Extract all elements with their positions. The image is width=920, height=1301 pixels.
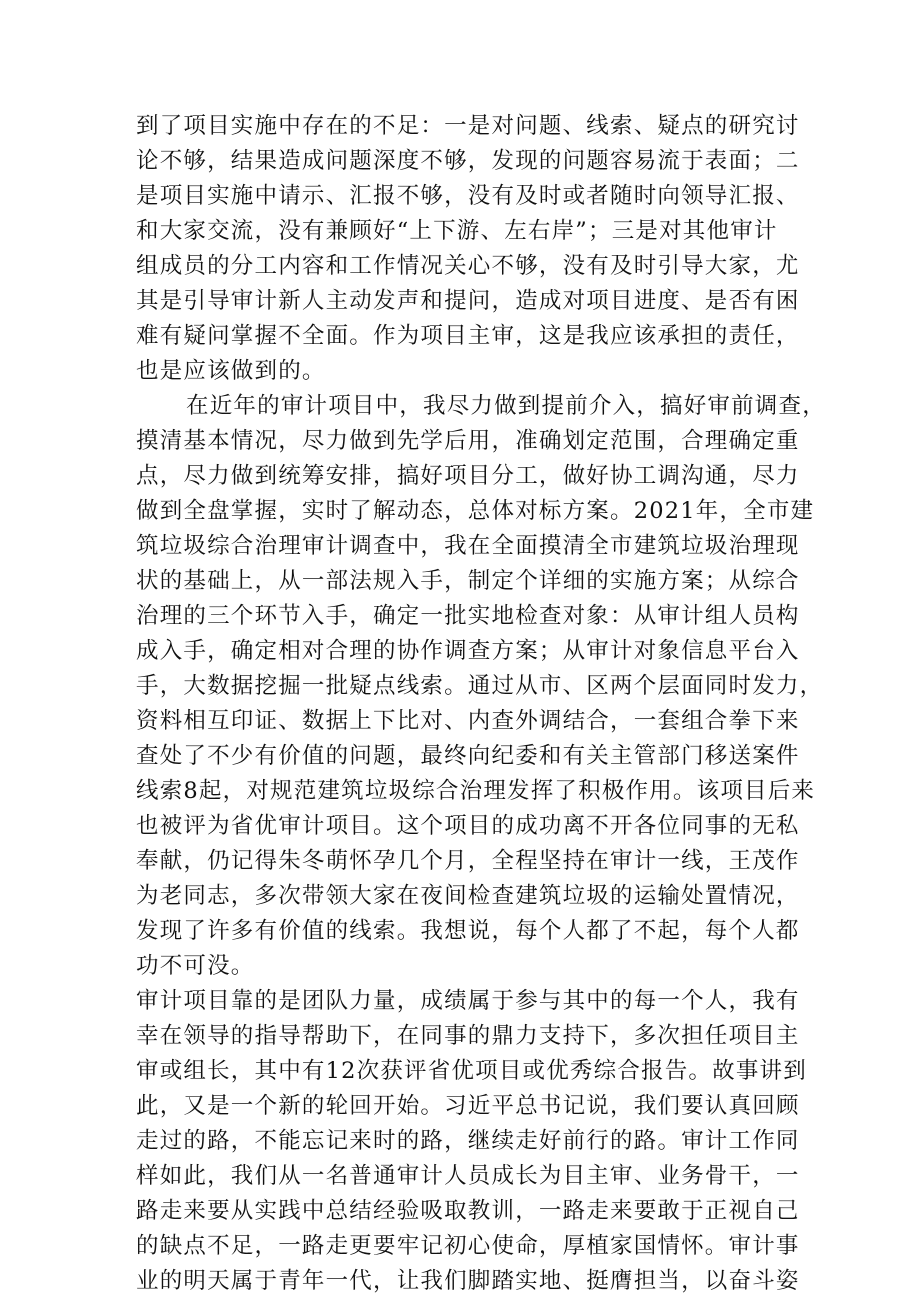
text-line: 是项目实施中请示、汇报不够，没有及时或者随时向领导汇报、 [136, 183, 800, 209]
text-line: 功不可没。 [136, 953, 255, 979]
text-line: 资料相互印证、数据上下比对、内查外调结合，一套组合拳下来 [136, 708, 800, 734]
text-line: 成入手，确定相对合理的协作调查方案；从审计对象信息平台入 [136, 638, 800, 664]
text-line: 也是应该做到的。 [136, 358, 326, 384]
text-line: 难有疑问掌握不全面。作为项目主审，这是我应该承担的责任， [136, 323, 800, 349]
text-line: 的缺点不足，一路走更要牢记初心使命，厚植家国情怀。审计事 [136, 1233, 800, 1259]
text-line: 线索8起，对规范建筑垃圾综合治理发挥了积极作用。该项目后来 [136, 778, 816, 804]
text-line: 状的基础上，从一部法规入手，制定个详细的实施方案；从综合 [136, 568, 800, 594]
text-line: 审或组长，其中有12次获评省优项目或优秀综合报告。故事讲到 [136, 1058, 807, 1084]
text-line: 走过的路，不能忘记来时的路，继续走好前行的路。审计工作同 [136, 1128, 800, 1154]
text-line: 业的明天属于青年一代，让我们脚踏实地、挺膺担当，以奋斗姿 [136, 1268, 800, 1294]
text-line: 其是引导审计新人主动发声和提问，造成对项目进度、是否有困 [136, 288, 800, 314]
text-line: 路走来要从实践中总结经验吸取教训，一路走来要敢于正视自己 [136, 1198, 800, 1224]
text-line: 点，尽力做到统筹安排，搞好项目分工，做好协工调沟通，尽力 [136, 463, 800, 489]
text-line: 奉献，仍记得朱冬萌怀孕几个月，全程坚持在审计一线，王茂作 [136, 848, 800, 874]
text-line: 摸清基本情况，尽力做到先学后用，准确划定范围，合理确定重 [136, 428, 800, 454]
text-line: 组成员的分工内容和工作情况关心不够，没有及时引导大家，尤 [136, 253, 800, 279]
text-line: 和大家交流，没有兼顾好“上下游、左右岸”；三是对其他审计 [136, 218, 778, 244]
text-line: 到了项目实施中存在的不足：一是对问题、线索、疑点的研究讨 [136, 113, 800, 139]
text-line: 手，大数据挖掘一批疑点线索。通过从市、区两个层面同时发力， [136, 673, 824, 699]
text-line: 审计项目靠的是团队力量，成绩属于参与其中的每一个人，我有 [136, 988, 800, 1014]
text-line: 也被评为省优审计项目。这个项目的成功离不开各位同事的无私 [136, 813, 800, 839]
text-line: 治理的三个环节入手，确定一批实地检查对象：从审计组人员构 [136, 603, 800, 629]
text-line: 此，又是一个新的轮回开始。习近平总书记说，我们要认真回顾 [136, 1093, 800, 1119]
text-line: 发现了许多有价值的线索。我想说，每个人都了不起，每个人都 [136, 918, 800, 944]
text-line: 为老同志，多次带领大家在夜间检查建筑垃圾的运输处置情况， [136, 883, 800, 909]
text-line: 幸在领导的指导帮助下，在同事的鼎力支持下，多次担任项目主 [136, 1023, 800, 1049]
text-line: 查处了不少有价值的问题，最终向纪委和有关主管部门移送案件 [136, 743, 800, 769]
text-line: 筑垃圾综合治理审计调查中，我在全面摸清全市建筑垃圾治理现 [136, 533, 800, 559]
text-line: 论不够，结果造成问题深度不够，发现的问题容易流于表面；二 [136, 148, 800, 174]
text-line: 样如此，我们从一名普通审计人员成长为目主审、业务骨干，一 [136, 1163, 800, 1189]
text-line: 做到全盘掌握，实时了解动态，总体对标方案。2021年，全市建 [136, 498, 815, 524]
text-line: 在近年的审计项目中，我尽力做到提前介入，搞好审前调查， [186, 393, 826, 419]
